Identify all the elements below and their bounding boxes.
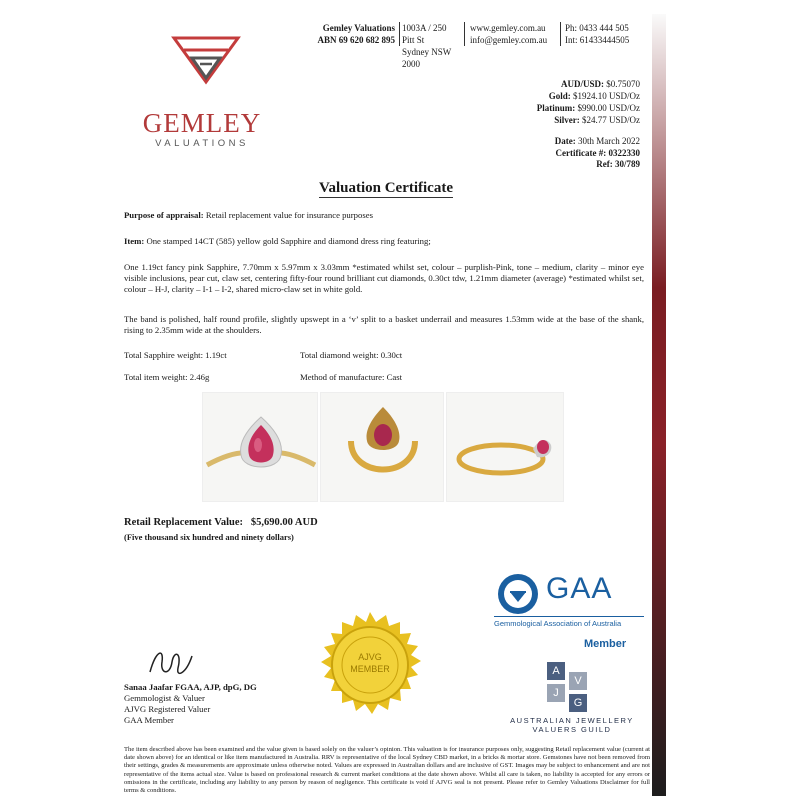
cert-ref: Ref: 30/789 [596, 159, 640, 169]
web-block [470, 22, 560, 46]
phone-number: Ph: 0433 444 505 [565, 23, 629, 33]
manufacture-method: Method of manufacture: Cast [300, 372, 403, 382]
ring-photo-side [446, 392, 564, 502]
band-description: The band is polished, half round profile, slightly upswept in a ‘v’ split to a basket underrail and measures 1.53mm wide at the base of the shank, rising to 2.35mm wide at the shoulders. [124, 314, 644, 335]
company-name: Gemley Valuations [322, 23, 395, 33]
metal-rates [537, 78, 640, 126]
website-link[interactable]: www.gemley.com.au [470, 23, 546, 33]
phone-block [565, 22, 655, 46]
email-link[interactable]: info@gemley.com.au [470, 35, 548, 45]
platinum-rate: Platinum: $990.00 USD/Oz [536, 103, 640, 113]
divider [560, 22, 561, 46]
address-line-2: Sydney NSW 2000 [402, 47, 452, 69]
ring-photo-top [320, 392, 444, 502]
retail-value-words: (Five thousand six hundred and ninety dollars) [124, 532, 294, 542]
ring-photo-front [202, 392, 318, 502]
gaa-name: Gemmological Association of Australia [494, 616, 644, 628]
ajvg-name: AUSTRALIAN JEWELLERY VALUERS GUILD [510, 716, 634, 734]
ajvg-gold-seal [310, 610, 430, 730]
aud-rate: AUD/USD: $0.75070 [560, 79, 640, 89]
certificate-page [112, 14, 660, 796]
signatory-block [124, 682, 257, 726]
sapphire-weight: Total Sapphire weight: 1.19ct [124, 350, 227, 360]
ajvg-letter: A [547, 662, 565, 680]
cert-number: Certificate #: 0322330 [555, 147, 640, 158]
company-abn: ABN 69 620 682 895 [317, 35, 395, 45]
company-block [277, 22, 395, 46]
disclaimer-text: The item described above has been examined and the value given is based solely on the valuer’s opinion. This valuation is for insurance purposes only, suggesting Retail replacement value (current at date shown above) for an identical or like item manufactured in Australia. RRV is representative of the local Sydney CBD market, in a bricks & mortar store. Gemstones have not been removed from their settings, grades & measurements are approximate unless otherwise noted. Values are expressed in Australian dollars and are inclusive of GST. Images may be subject to enhancement and are not representative of the items actual size. Value is based on professional research & current market conditions at the date shown above. Whilst all care is taken, no liability is accepted for any errors or omissions in the certificate, including any liability to any person by reason of negligence. This certificate is void if AJVG seal is not present. Please refer to Gemley Valuations Disclaimer for full terms & conditions. [124, 746, 650, 795]
retail-value: Retail Replacement Value: $5,690.00 AUD [124, 517, 318, 528]
ajvg-letter: G [569, 694, 587, 712]
item-line: Item: One stamped 14CT (585) yellow gold Sapphire and diamond dress ring featuring; [124, 236, 431, 246]
address-block [402, 22, 460, 70]
logo-name: GEMLEY [142, 108, 262, 138]
gaa-acronym: GAA [546, 572, 613, 605]
seal-line-2: MEMBER [350, 664, 390, 674]
logo-subtitle: VALUATIONS [155, 138, 249, 149]
divider [464, 22, 465, 46]
gold-rate: Gold: $1924.10 USD/Oz [548, 91, 640, 101]
decorative-side-bar [652, 14, 666, 796]
certificate-meta [555, 136, 640, 171]
handwritten-signature [142, 642, 202, 686]
seal-line-1: AJVG [358, 652, 382, 662]
diamond-weight: Total diamond weight: 0.30ct [300, 350, 403, 360]
page-title: Valuation Certificate [318, 180, 453, 196]
ajvg-letter: V [569, 672, 587, 690]
globe-icon [496, 572, 540, 616]
divider [399, 22, 400, 46]
gaa-member-label: Member [584, 638, 627, 650]
item-weight: Total item weight: 2.46g [124, 372, 210, 382]
silver-rate: Silver: $24.77 USD/Oz [554, 115, 640, 125]
signatory-role: GAA Member [124, 715, 174, 725]
cert-date: Date: 30th March 2022 [554, 136, 640, 146]
address-line-1: 1003A / 250 Pitt St [402, 23, 447, 45]
stone-description: One 1.19ct fancy pink Sapphire, 7.70mm x 5.97mm x 3.03mm *estimated whilst set, colour – purplish-Pink, tone – medium, clarity – minor eye visible inclusions, pear cut, claw set, centering fifty-four round brilliant cut diamonds, 0.30ct tdw, 1.21mm diameter (average) *estimated whilst set, colour – H-J, clarity – I-1 – I-2, shared micro-claw set in white gold. [124, 262, 644, 294]
ajvg-letter: J [547, 684, 565, 702]
intl-phone-number: Int: 61433444505 [565, 35, 630, 45]
purpose-line: Purpose of appraisal: Retail replacement value for insurance purposes [124, 210, 373, 220]
signatory-name: Sanaa Jaafar FGAA, AJP, dpG, DG [124, 682, 257, 692]
diamond-logo-icon [170, 34, 242, 98]
signatory-role: Gemmologist & Valuer [124, 693, 205, 703]
signatory-role: AJVG Registered Valuer [124, 704, 211, 714]
